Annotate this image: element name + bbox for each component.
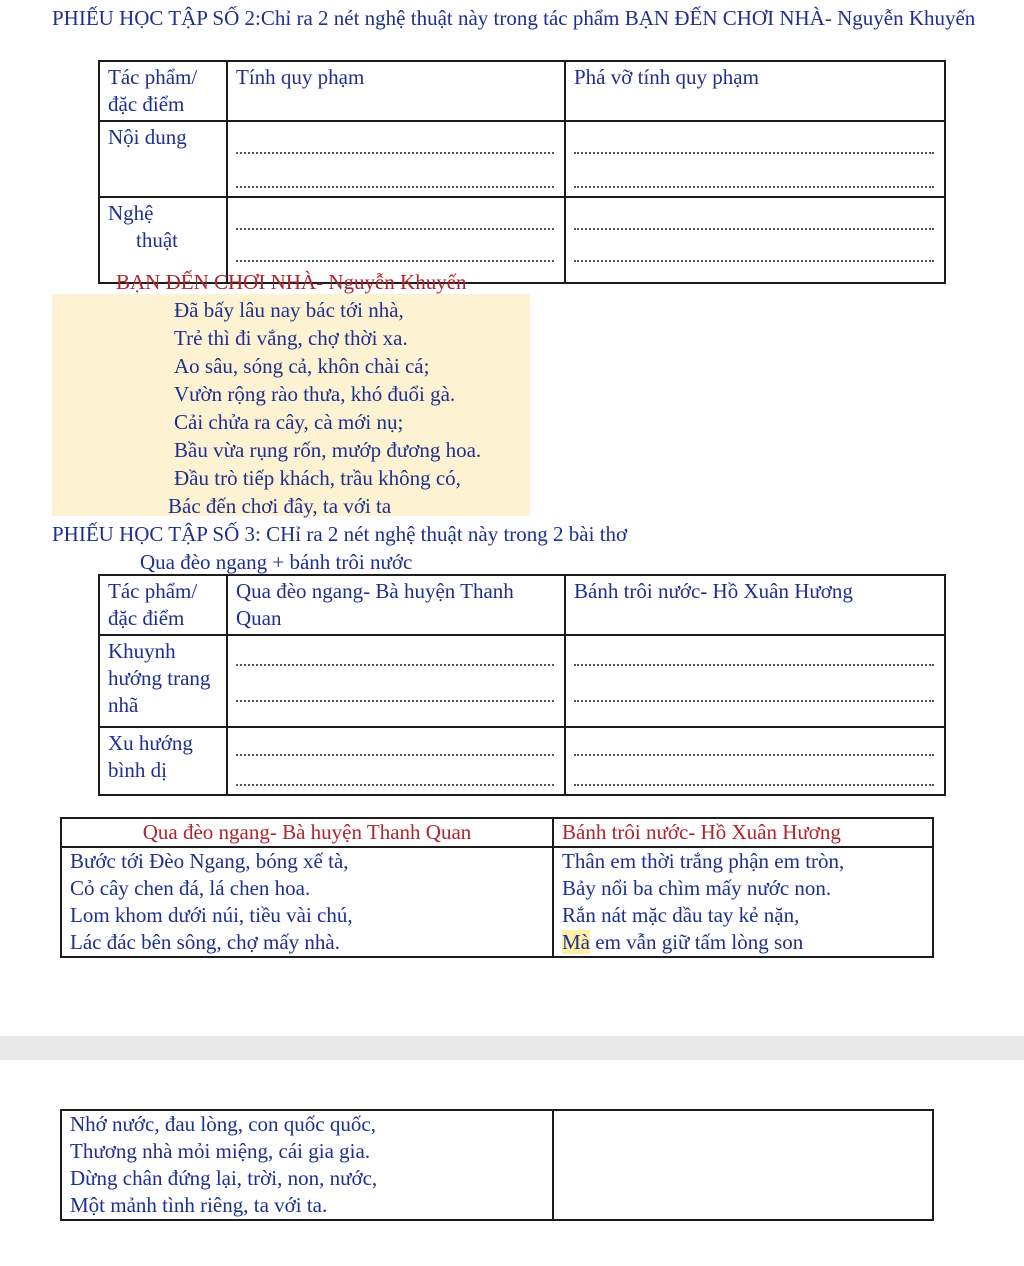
poem-header-right: Bánh trôi nước- Hồ Xuân Hương xyxy=(553,818,933,847)
poem-line: Rắn nát mặc dầu tay kẻ nặn, xyxy=(562,903,800,927)
answer-cell[interactable] xyxy=(565,635,945,727)
answer-cell[interactable] xyxy=(227,121,565,197)
poem-line: Bảy nổi ba chìm mấy nước non. xyxy=(562,876,832,900)
row-art-label-a: Nghệ xyxy=(108,201,154,225)
poem-line: Thân em thời trắng phận em tròn, xyxy=(562,849,845,873)
poem-line: Cải chửa ra cây, cà mới nụ; xyxy=(174,410,404,434)
header-break-norm: Phá vỡ tính quy phạm xyxy=(565,61,945,121)
worksheet-3-table xyxy=(98,574,946,796)
poem-line: Bước tới Đèo Ngang, bóng xế tà, xyxy=(70,849,349,873)
poem-line: Bầu vừa rụng rốn, mướp đương hoa. xyxy=(174,438,482,462)
header-norm: Tính quy phạm xyxy=(227,61,565,121)
poem-line: Lom khom dưới núi, tiều vài chú, xyxy=(70,903,353,927)
corner-cell: Tác phẩm/ đặc điểm xyxy=(99,61,227,121)
poem-right-cell xyxy=(553,847,933,957)
row-elegant-label: Khuynh hướng trang nhã xyxy=(99,635,227,727)
poem-line: Ao sâu, sóng cả, khôn chài cá; xyxy=(174,354,430,378)
poem-line: Đầu trò tiếp khách, trầu không có, xyxy=(174,466,461,490)
poem-line: Vườn rộng rào thưa, khó đuổi gà. xyxy=(174,382,456,406)
poem-left-cell xyxy=(61,1110,553,1220)
page-separator xyxy=(0,1036,1024,1060)
poem-line: Đã bấy lâu nay bác tới nhà, xyxy=(174,298,404,322)
worksheet-3-subtitle: Qua đèo ngang + bánh trôi nước xyxy=(140,550,413,574)
worksheet-3-title: PHIẾU HỌC TẬP SỐ 3: CHỉ ra 2 nét nghệ thuật này trong 2 bài thơ xyxy=(52,522,628,546)
poem-line: Nhớ nước, đau lòng, con quốc quốc, xyxy=(70,1112,376,1136)
poem-title: BẠN ĐẾN CHƠI NHÀ- Nguyễn Khuyến xyxy=(116,270,467,294)
answer-cell[interactable] xyxy=(565,121,945,197)
answer-cell[interactable] xyxy=(565,727,945,795)
poem-line-rest: em vẫn giữ tấm lòng son xyxy=(595,930,804,954)
poem-line: Một mảnh tình riêng, ta với ta. xyxy=(70,1193,328,1217)
poem-line: Lác đác bên sông, chợ mấy nhà. xyxy=(70,930,341,954)
poem-line: Thương nhà mỏi miệng, cái gia gia. xyxy=(70,1139,371,1163)
header-banh-troi-nuoc: Bánh trôi nước- Hồ Xuân Hương xyxy=(565,575,945,635)
corner-cell: Tác phẩm/ đặc điểm xyxy=(99,575,227,635)
poem-line: Bác đến chơi đây, ta với ta xyxy=(168,494,392,518)
worksheet-2-title: PHIẾU HỌC TẬP SỐ 2:Chỉ ra 2 nét nghệ thuật này trong tác phẩm BẠN ĐẾN CHƠI NHÀ- Nguyễn Khuyến xyxy=(52,6,976,30)
page-two xyxy=(0,1060,1024,1266)
header-qua-deo-ngang: Qua đèo ngang- Bà huyện Thanh Quan xyxy=(227,575,565,635)
row-art-label-b: thuật xyxy=(136,228,178,252)
answer-cell[interactable] xyxy=(227,727,565,795)
poem-left-cell xyxy=(61,847,553,957)
poem-header-left: Qua đèo ngang- Bà huyện Thanh Quan xyxy=(61,818,553,847)
poem-line: Trẻ thì đi vắng, chợ thời xa. xyxy=(174,326,408,350)
row-content-label: Nội dung xyxy=(99,121,227,197)
answer-cell[interactable] xyxy=(227,635,565,727)
poem-line: Cỏ cây chen đá, lá chen hoa. xyxy=(70,876,311,900)
highlighted-word: Mà xyxy=(562,930,590,954)
poem-line-last xyxy=(562,929,924,956)
empty-cell xyxy=(553,1110,933,1220)
row-simple-label: Xu hướng bình dị xyxy=(99,727,227,795)
worksheet-2-table xyxy=(98,60,946,284)
poem-line: Dừng chân đứng lại, trời, non, nước, xyxy=(70,1166,378,1190)
answer-cell[interactable] xyxy=(565,197,945,283)
page-two-poem-table xyxy=(60,1109,934,1221)
poems-comparison-table xyxy=(60,817,934,958)
